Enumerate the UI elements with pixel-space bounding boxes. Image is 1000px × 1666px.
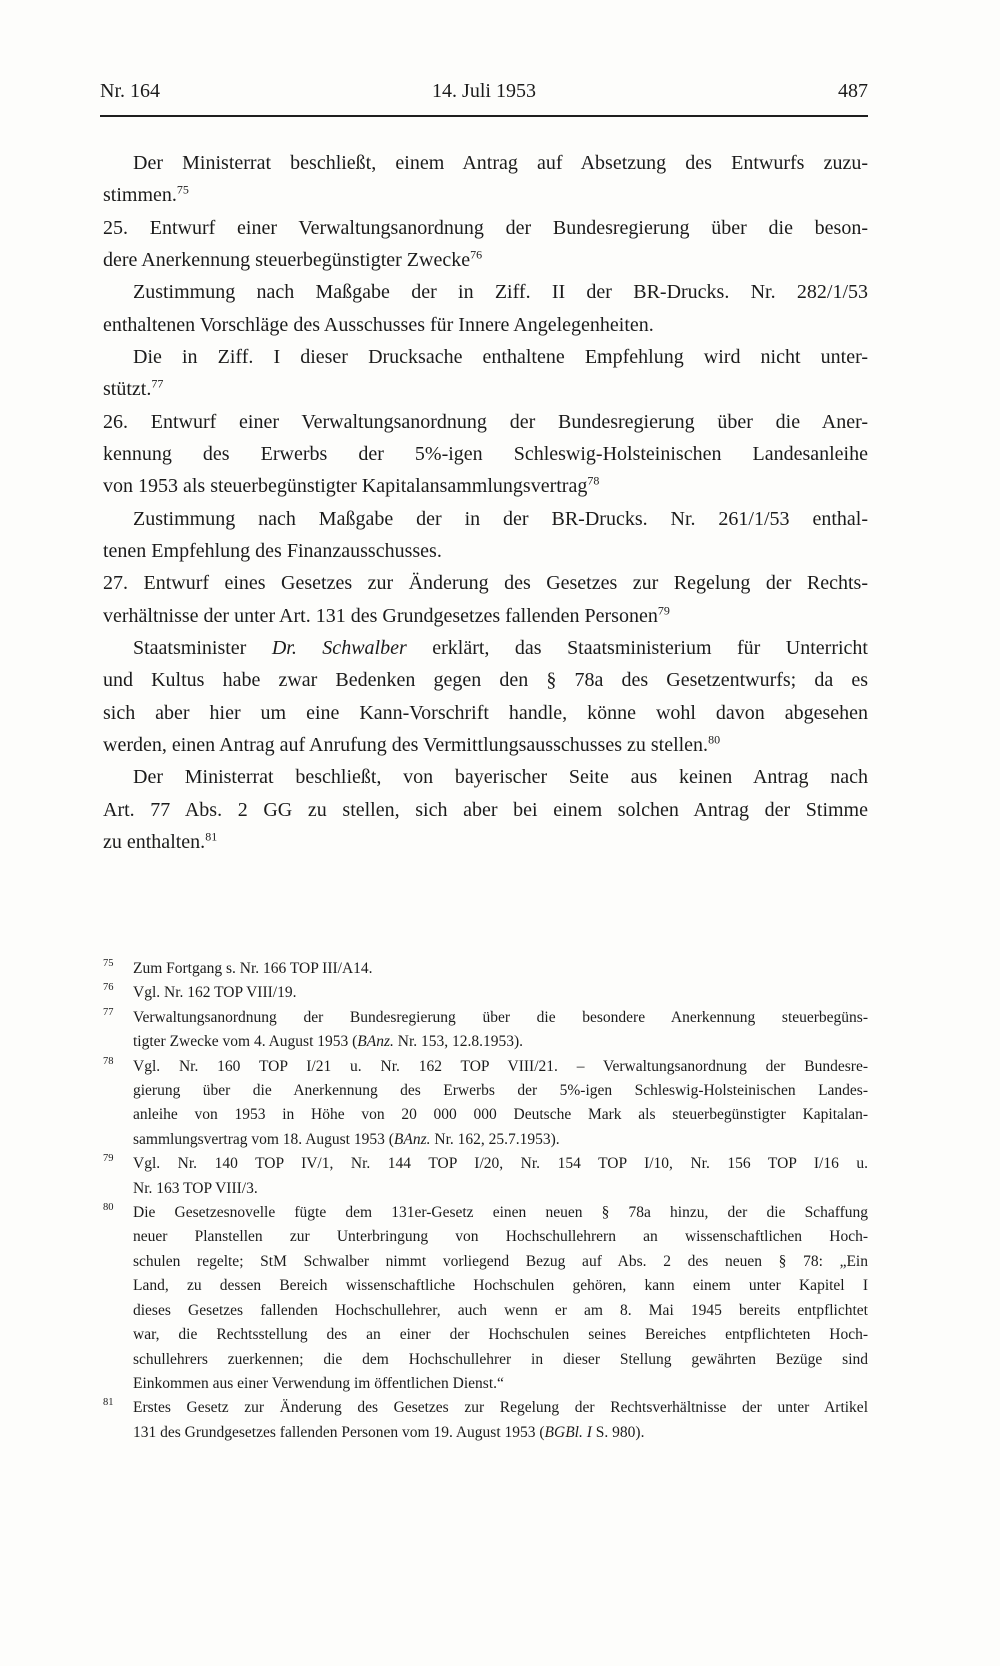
text-line <box>103 697 868 729</box>
text-segment: Vgl. Nr. 160 TOP I/21 u. Nr. 162 TOP VIII/21. – Verwaltungsanordnung der Bundesre- <box>133 1057 868 1075</box>
text-segment: zu enthalten. <box>103 830 206 853</box>
text-segment: Vgl. Nr. 162 TOP VIII/19. <box>133 984 297 1002</box>
footnote-number: 80 <box>103 1202 114 1214</box>
text-segment: Einkommen aus einer Verwendung im öffentlichen Dienst.“ <box>133 1374 504 1392</box>
text-segment: Die in Ziff. I dieser Drucksache enthaltene Empfehlung wird nicht unter- <box>133 345 868 368</box>
text-segment: Der Ministerrat beschließt, von bayerischer Seite aus keinen Antrag nach <box>133 766 868 789</box>
text-segment: verhältnisse der unter Art. 131 des Grundgesetzes fallenden Personen <box>103 604 658 627</box>
text-line <box>133 1201 868 1225</box>
text-segment: tenen Empfehlung des Finanzausschusses. <box>103 539 442 562</box>
text-line <box>103 729 868 761</box>
text-segment: Nr. 163 TOP VIII/3. <box>133 1179 258 1197</box>
text-line <box>103 406 868 438</box>
paragraph <box>103 341 868 406</box>
text-line <box>103 341 868 373</box>
italic-text: BAnz. <box>393 1130 431 1148</box>
footnote <box>103 1055 868 1153</box>
footnote-number: 76 <box>103 982 114 994</box>
body-text <box>103 147 868 858</box>
text-segment: Nr. 162, 25.7.1953). <box>430 1130 560 1148</box>
footnote <box>103 1201 868 1396</box>
text-line <box>103 632 868 664</box>
footnote-number: 75 <box>103 958 114 969</box>
footnote <box>103 957 868 981</box>
text-segment: schullehrers zuerkennen; die dem Hochschullehrer in dieser Stellung gewährten Bezüge sind <box>133 1350 868 1368</box>
paragraph <box>103 567 868 632</box>
text-segment: gierung über die Anerkennung des Erwerbs der 5%-igen Schleswig-Holsteinischen Landes- <box>133 1082 868 1100</box>
text-line <box>133 1299 868 1323</box>
italic-text: BGBl. I <box>544 1423 592 1441</box>
text-segment: Zustimmung nach Maßgabe der in Ziff. II der BR-Drucks. Nr. 282/1/53 <box>133 281 868 304</box>
text-line <box>133 1372 868 1396</box>
text-segment: kennung des Erwerbs der 5%-igen Schleswig-Holsteinischen Landesanleihe <box>103 442 868 465</box>
text-line <box>103 664 868 696</box>
text-segment: Zustimmung nach Maßgabe der in der BR-Drucks. Nr. 261/1/53 enthal- <box>133 507 868 530</box>
text-segment: erklärt, das Staatsministerium für Unterricht <box>406 636 868 659</box>
text-line <box>133 981 868 1005</box>
text-line <box>103 309 868 341</box>
text-segment: Land, zu dessen Bereich wissenschaftliche Hochschulen gehören, kann einem unter Kapitel I <box>133 1277 868 1295</box>
header-doc-number: Nr. 164 <box>100 80 160 102</box>
text-segment: tigter Zwecke vom 4. August 1953 ( <box>133 1033 358 1051</box>
paragraph <box>103 147 868 212</box>
footnote-ref: 78 <box>587 473 600 488</box>
text-line <box>103 244 868 276</box>
text-segment: Zum Fortgang s. Nr. 166 TOP III/A14. <box>133 960 373 977</box>
text-segment: stützt. <box>103 378 152 401</box>
text-line <box>103 567 868 599</box>
text-line <box>133 1323 868 1347</box>
text-segment: dere Anerkennung steuerbegünstigter Zwecke <box>103 248 471 271</box>
paragraph <box>103 761 868 858</box>
footnote-number: 78 <box>103 1055 114 1067</box>
text-line <box>103 503 868 535</box>
paragraph <box>103 406 868 503</box>
text-line <box>133 1225 868 1249</box>
text-segment: 25. Entwurf einer Verwaltungsanordnung der Bundesregierung über die beson- <box>103 216 868 239</box>
text-segment: Art. 77 Abs. 2 GG zu stellen, sich aber bei einem solchen Antrag der Stimme <box>103 798 868 821</box>
text-segment: und Kultus habe zwar Bedenken gegen den § 78a des Gesetzentwurfs; da es <box>103 669 868 692</box>
text-segment: sammlungsvertrag vom 18. August 1953 ( <box>133 1130 394 1148</box>
text-segment: 26. Entwurf einer Verwaltungsanordnung der Bundesregierung über die Aner- <box>103 410 868 433</box>
footnote-ref: 75 <box>176 182 189 197</box>
text-segment: Vgl. Nr. 140 TOP IV/1, Nr. 144 TOP I/20, Nr. 154 TOP I/10, Nr. 156 TOP I/16 u. <box>133 1155 868 1173</box>
text-segment: anleihe von 1953 in Höhe von 20 000 000 Deutsche Mark als steuerbegünstigter Kapitalan- <box>133 1106 868 1124</box>
text-line <box>103 212 868 244</box>
page-header <box>100 79 868 103</box>
paragraph <box>103 212 868 277</box>
text-segment: 131 des Grundgesetzes fallenden Personen vom 19. August 1953 ( <box>133 1423 545 1441</box>
text-segment: Nr. 153, 12.8.1953). <box>393 1033 524 1051</box>
text-line <box>133 1030 868 1054</box>
text-line <box>103 373 868 405</box>
footnote <box>103 981 868 1005</box>
text-segment: enthaltenen Vorschläge des Ausschusses für Innere Angelegenheiten. <box>103 313 654 336</box>
text-line <box>103 179 868 211</box>
text-line <box>133 1103 868 1127</box>
text-segment: Erstes Gesetz zur Änderung des Gesetzes zur Regelung der Rechtsverhältnisse der unter Artikel <box>133 1399 868 1417</box>
text-line <box>133 1006 868 1030</box>
text-line <box>103 438 868 470</box>
text-line <box>103 147 868 179</box>
footnote-ref: 79 <box>657 602 670 617</box>
paragraph <box>103 276 868 341</box>
footnotes-section <box>103 957 868 1445</box>
text-segment: schulen regelte; StM Schwalber nimmt vorliegend Bezug auf Abs. 2 des neuen § 78: „Ein <box>133 1252 868 1270</box>
text-segment: Die Gesetzesnovelle fügte dem 131er-Gesetz einen neuen § 78a hinzu, der die Schaffung <box>133 1204 868 1222</box>
text-segment: 27. Entwurf eines Gesetzes zur Änderung des Gesetzes zur Regelung der Rechts- <box>103 572 868 595</box>
footnote-ref: 77 <box>151 376 164 391</box>
text-segment: Staatsminister <box>133 636 272 659</box>
footnote-number: 81 <box>103 1397 114 1409</box>
footnote <box>103 1396 868 1445</box>
italic-text: Dr. Schwalber <box>271 636 407 659</box>
footnote-ref: 76 <box>470 247 483 262</box>
text-line <box>103 826 868 858</box>
footnote <box>103 1152 868 1201</box>
text-line <box>133 1055 868 1079</box>
text-line <box>133 1177 868 1201</box>
header-rule <box>100 115 868 117</box>
footnote-number: 79 <box>103 1153 114 1165</box>
text-line <box>103 276 868 308</box>
text-segment: dieses Gesetzes fallenden Hochschullehrer, auch wenn er am 8. Mai 1945 bereits entpflichtet <box>133 1301 868 1319</box>
header-date: 14. Juli 1953 <box>432 80 536 102</box>
text-line <box>103 761 868 793</box>
text-line <box>133 1079 868 1103</box>
text-segment: neuer Planstellen zur Unterbringung von Hochschullehrern an wissenschaftlichen Hoch- <box>133 1228 868 1246</box>
footnote-number: 77 <box>103 1006 114 1018</box>
text-segment: Verwaltungsanordnung der Bundesregierung über die besondere Anerkennung steuerbegüns- <box>133 1008 868 1026</box>
text-line <box>133 1250 868 1274</box>
text-line <box>103 600 868 632</box>
text-line <box>103 535 868 567</box>
paragraph <box>103 503 868 568</box>
text-segment: werden, einen Antrag auf Anrufung des Vermittlungsausschusses zu stellen. <box>103 733 709 756</box>
header-page-number: 487 <box>838 80 868 102</box>
text-line <box>133 1421 868 1445</box>
text-segment: stimmen. <box>103 184 177 207</box>
text-line <box>133 957 868 981</box>
text-segment: von 1953 als steuerbegünstigter Kapitalansammlungsvertrag <box>103 475 588 498</box>
text-line <box>133 1152 868 1176</box>
italic-text: BAnz. <box>357 1033 394 1051</box>
text-segment: S. 980). <box>591 1423 645 1441</box>
text-line <box>133 1274 868 1298</box>
text-segment: war, die Rechtsstellung des an einer der Hochschulen seines Bereiches entpflichteten Hoch- <box>133 1326 868 1344</box>
paragraph <box>103 632 868 761</box>
text-segment: sich aber hier um eine Kann-Vorschrift handle, könne wohl davon abgesehen <box>103 701 868 724</box>
footnote-ref: 81 <box>205 829 218 844</box>
text-line <box>133 1396 868 1420</box>
text-line <box>103 794 868 826</box>
text-line <box>133 1128 868 1152</box>
text-line <box>133 1348 868 1372</box>
footnote <box>103 1006 868 1055</box>
footnote-ref: 80 <box>708 732 721 747</box>
text-segment: Der Ministerrat beschließt, einem Antrag auf Absetzung des Entwurfs zuzu- <box>133 152 868 174</box>
text-line <box>103 470 868 502</box>
